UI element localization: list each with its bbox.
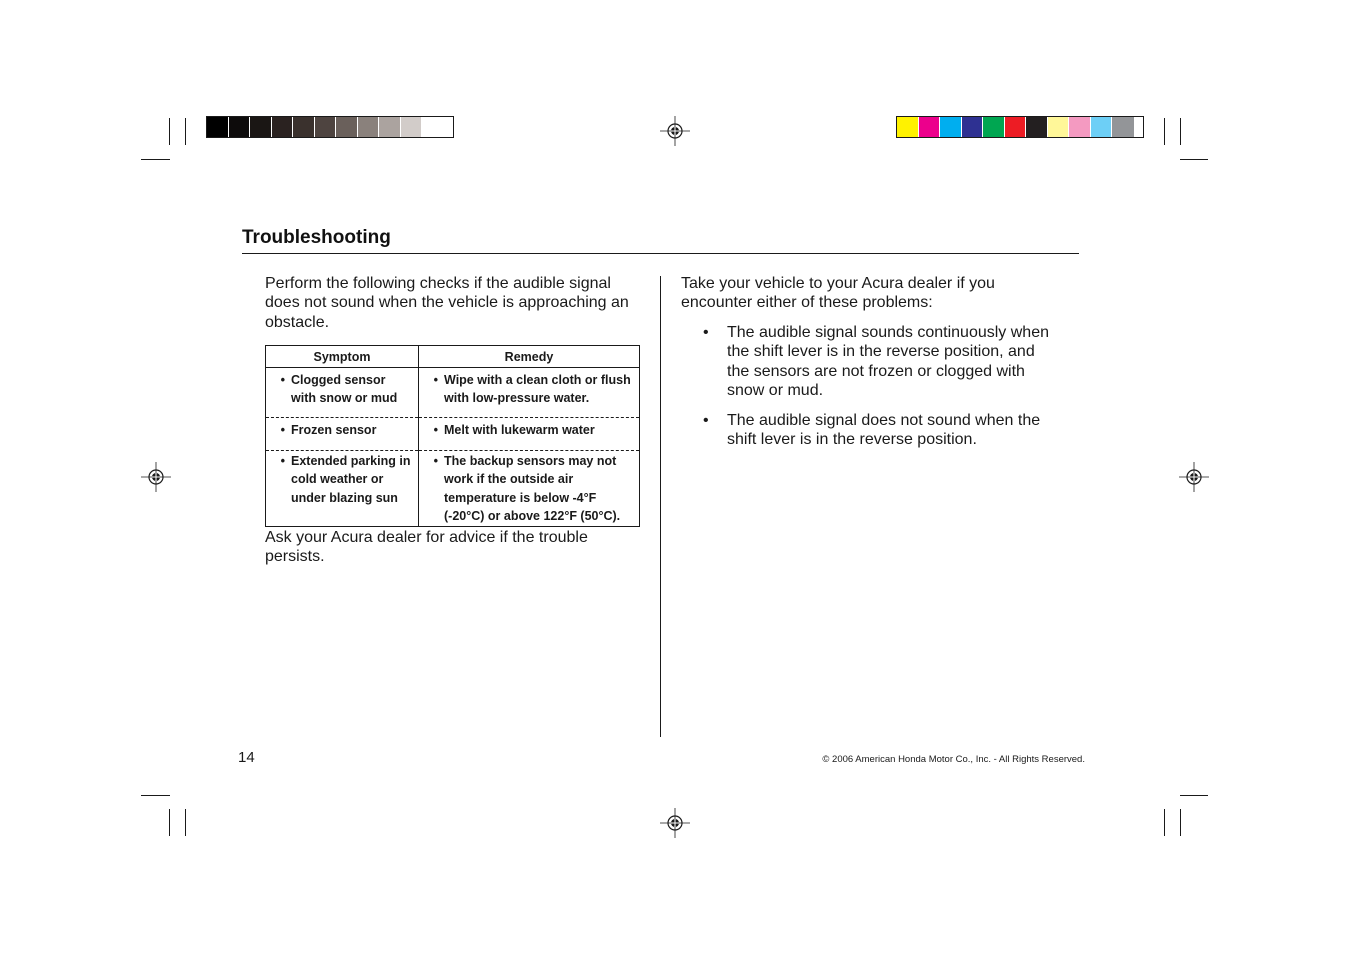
gray-swatch (293, 117, 315, 137)
registration-mark-icon (141, 462, 171, 492)
gray-swatch (315, 117, 337, 137)
gray-swatch (207, 117, 229, 137)
right-intro-text: Take your vehicle to your Acura dealer if you encounter either of these problems: (681, 275, 995, 312)
registration-mark-icon (1179, 462, 1209, 492)
list-item-text: The audible signal sounds continuously when the shift lever is in the reverse position, and the sensors are not frozen or clogged with snow or mud. (727, 324, 1049, 399)
table-row (266, 451, 640, 527)
color-swatch (1091, 117, 1113, 137)
table-row (266, 418, 640, 451)
gray-swatch (379, 117, 401, 137)
symptom-cell: Frozen sensor (291, 423, 377, 437)
bullet-glyph: • (703, 412, 709, 430)
gray-swatch (250, 117, 272, 137)
grayscale-calibration-bar (206, 116, 454, 138)
color-swatch (897, 117, 919, 137)
remedy-cell: Melt with lukewarm water (444, 423, 595, 437)
registration-mark-icon (660, 808, 690, 838)
color-swatch (940, 117, 962, 137)
color-calibration-bar (896, 116, 1144, 138)
symptom-cell: Clogged sensor with snow or mud (291, 373, 398, 406)
registration-mark-icon (660, 116, 690, 146)
problem-list (681, 323, 1061, 450)
remedy-cell: Wipe with a clean cloth or flush with low-pressure water. (444, 373, 631, 406)
left-intro-text: Perform the following checks if the audible signal does not sound when the vehicle is approaching an obstacle. (265, 275, 629, 331)
bullet-glyph: • (280, 373, 285, 387)
bullet-glyph: • (433, 423, 438, 437)
color-swatch (1069, 117, 1091, 137)
column-divider (660, 276, 661, 737)
table-header-remedy: Remedy (419, 346, 640, 368)
list-item (681, 323, 1061, 400)
gray-swatch (336, 117, 358, 137)
list-item-text: The audible signal does not sound when the shift lever is in the reverse position. (727, 412, 1041, 449)
page-number: 14 (238, 749, 255, 766)
gray-swatch (229, 117, 251, 137)
gray-swatch (358, 117, 380, 137)
copyright-text: © 2006 American Honda Motor Co., Inc. - All Rights Reserved. (822, 754, 1085, 765)
title-rule (242, 253, 1079, 254)
color-swatch (962, 117, 984, 137)
gray-swatch (401, 117, 423, 137)
symptom-cell: Extended parking in cold weather or under blazing sun (291, 454, 411, 505)
gray-swatch (422, 117, 444, 137)
bullet-glyph: • (280, 454, 285, 468)
table-header-symptom: Symptom (266, 346, 419, 368)
color-swatch (983, 117, 1005, 137)
left-footer-note: Ask your Acura dealer for advice if the trouble persists. (265, 529, 588, 566)
troubleshooting-table (265, 345, 640, 527)
bullet-glyph: • (433, 373, 438, 387)
table-row (266, 368, 640, 418)
gray-swatch (272, 117, 294, 137)
color-swatch (919, 117, 941, 137)
remedy-cell: The backup sensors may not work if the outside air temperature is below -4°F (-20°C) or above 122°F (50°C). (444, 454, 621, 523)
bullet-glyph: • (433, 454, 438, 468)
list-item (681, 411, 1061, 450)
color-swatch (1005, 117, 1027, 137)
color-swatch (1112, 117, 1134, 137)
page-title: Troubleshooting (242, 227, 391, 248)
bullet-glyph: • (280, 423, 285, 437)
bullet-glyph: • (703, 324, 709, 341)
color-swatch (1026, 117, 1048, 137)
color-swatch (1048, 117, 1070, 137)
